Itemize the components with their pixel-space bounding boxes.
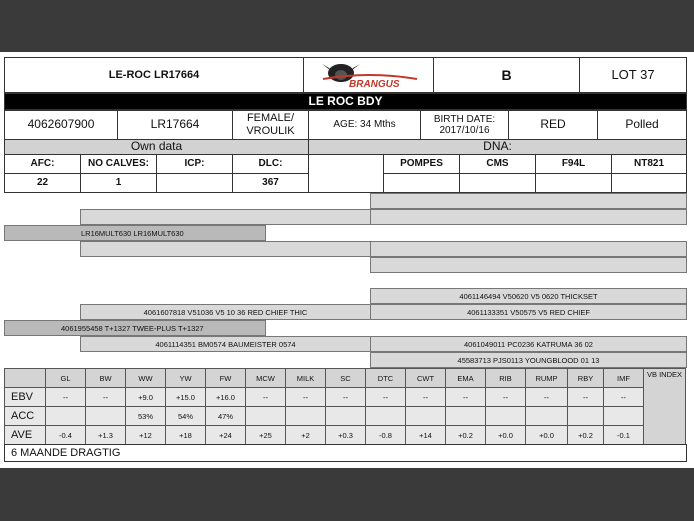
ebv-cell: +0.2	[567, 425, 604, 445]
own-data-label: AFC:	[4, 154, 81, 174]
ebv-corner	[4, 368, 46, 388]
logo-text: BRANGUS	[348, 79, 400, 89]
dna-marker-label: CMS	[459, 154, 536, 174]
ebv-cell	[45, 406, 86, 426]
ebv-cell: --	[405, 387, 446, 407]
own-data-value	[156, 173, 233, 193]
ebv-cell: -0.1	[603, 425, 644, 445]
footer-note: 6 MAANDE DRAGTIG	[4, 444, 687, 462]
ebv-cell: +24	[205, 425, 246, 445]
ebv-cell	[325, 406, 366, 426]
ebv-column-header: GL	[45, 368, 86, 388]
ebv-cell: --	[525, 387, 568, 407]
ebv-cell	[525, 406, 568, 426]
ebv-cell: 53%	[125, 406, 166, 426]
sire: LR16MULT630 LR16MULT630	[4, 225, 266, 241]
ebv-row-label: EBV	[4, 387, 46, 407]
ebv-column-header: YW	[165, 368, 206, 388]
brangus-logo	[303, 57, 434, 93]
ebv-cell: --	[603, 387, 644, 407]
ebv-cell	[603, 406, 644, 426]
sex: FEMALE/ VROULIK	[232, 110, 309, 140]
pedigree-box	[370, 193, 687, 209]
age: AGE: 34 Mths	[308, 110, 421, 140]
banner-title: LE ROC BDY	[4, 93, 687, 110]
pedigree-box	[370, 209, 687, 225]
animal-id: LR17664	[117, 110, 233, 140]
dam-sire: 4061607818 V51036 V5 10 36 RED CHIEF THIC	[80, 304, 371, 320]
birth-date: BIRTH DATE: 2017/10/16	[420, 110, 509, 140]
lot-sheet	[0, 52, 694, 468]
ebv-column-header: IMF	[603, 368, 644, 388]
ebv-column-header: BW	[85, 368, 126, 388]
ebv-cell: --	[285, 387, 326, 407]
pedigree-box	[80, 209, 371, 225]
own-data-value: 1	[80, 173, 157, 193]
ebv-cell	[405, 406, 446, 426]
ebv-cell: +9.0	[125, 387, 166, 407]
ebv-cell: +12	[125, 425, 166, 445]
ebv-cell: +18	[165, 425, 206, 445]
ebv-cell	[567, 406, 604, 426]
ebv-row-label: AVE	[4, 425, 46, 445]
ebv-column-header: DTC	[365, 368, 406, 388]
own-data-label: DLC:	[232, 154, 309, 174]
dna-value	[383, 173, 460, 193]
dna-value	[459, 173, 536, 193]
grade: B	[433, 57, 580, 93]
dna-value	[611, 173, 687, 193]
dna-header: DNA:	[308, 139, 687, 155]
ebv-cell: --	[485, 387, 526, 407]
ebv-cell: --	[85, 387, 126, 407]
ebv-cell: +0.0	[485, 425, 526, 445]
animal-name: LE-ROC LR17664	[4, 57, 304, 93]
ebv-cell	[285, 406, 326, 426]
ebv-cell: --	[45, 387, 86, 407]
ebv-column-header: RBY	[567, 368, 604, 388]
pedigree-box	[370, 257, 687, 273]
dna-value	[535, 173, 612, 193]
own-data-value: 367	[232, 173, 309, 193]
own-data-header: Own data	[4, 139, 309, 155]
ebv-cell: +0.2	[445, 425, 486, 445]
ebv-cell: --	[325, 387, 366, 407]
ebv-column-header: CWT	[405, 368, 446, 388]
own-data-value: 22	[4, 173, 81, 193]
ebv-cell: +14	[405, 425, 446, 445]
ebv-cell: --	[567, 387, 604, 407]
ebv-cell	[245, 406, 286, 426]
ebv-cell: --	[445, 387, 486, 407]
dna-marker-label: POMPES	[383, 154, 460, 174]
dam-dam-sire: 4061049011 PC0236 KATRUMA 36 02	[370, 336, 687, 352]
ebv-cell: +0.3	[325, 425, 366, 445]
ebv-cell	[365, 406, 406, 426]
ebv-cell: 47%	[205, 406, 246, 426]
own-data-label: ICP:	[156, 154, 233, 174]
ebv-cell	[85, 406, 126, 426]
registration-number: 4062607900	[4, 110, 118, 140]
bull-head-icon	[319, 61, 419, 89]
ebv-cell: -0.8	[365, 425, 406, 445]
ebv-cell	[445, 406, 486, 426]
dam-dam: 4061114351 BM0574 BAUMEISTER 0574	[80, 336, 371, 352]
dna-marker-label: NT821	[611, 154, 687, 174]
ebv-cell	[485, 406, 526, 426]
lot-number: LOT 37	[579, 57, 687, 93]
ebv-column-header: VB INDEX	[643, 368, 686, 445]
ebv-cell: +25	[245, 425, 286, 445]
dam-dam-dam: 45583713 PJS0113 YOUNGBLOOD 01 13	[370, 352, 687, 368]
ebv-column-header: WW	[125, 368, 166, 388]
ebv-cell: +15.0	[165, 387, 206, 407]
dna-marker-label: F94L	[535, 154, 612, 174]
ebv-row-label: ACC	[4, 406, 46, 426]
ebv-column-header: SC	[325, 368, 366, 388]
polled-status: Polled	[597, 110, 687, 140]
ebv-column-header: EMA	[445, 368, 486, 388]
ebv-column-header: MCW	[245, 368, 286, 388]
ebv-column-header: RIB	[485, 368, 526, 388]
dam-sire-sire: 4061146494 V50620 V5 0620 THICKSET	[370, 288, 687, 304]
pedigree-box	[370, 241, 687, 257]
ebv-column-header: FW	[205, 368, 246, 388]
ebv-cell: +16.0	[205, 387, 246, 407]
ebv-column-header: RUMP	[525, 368, 568, 388]
pedigree-box	[80, 241, 371, 257]
ebv-cell: +2	[285, 425, 326, 445]
ebv-cell: +0.0	[525, 425, 568, 445]
ebv-column-header: MILK	[285, 368, 326, 388]
colour: RED	[508, 110, 598, 140]
ebv-cell: +1.3	[85, 425, 126, 445]
dam: 4061955458 T+1327 TWEE-PLUS T+1327	[4, 320, 266, 336]
dam-sire-dam: 4061133351 V50575 V5 RED CHIEF	[370, 304, 687, 320]
ebv-cell: --	[365, 387, 406, 407]
ebv-cell: 54%	[165, 406, 206, 426]
dna-spacer	[308, 154, 384, 193]
own-data-label: NO CALVES:	[80, 154, 157, 174]
ebv-cell: --	[245, 387, 286, 407]
ebv-cell: -0.4	[45, 425, 86, 445]
